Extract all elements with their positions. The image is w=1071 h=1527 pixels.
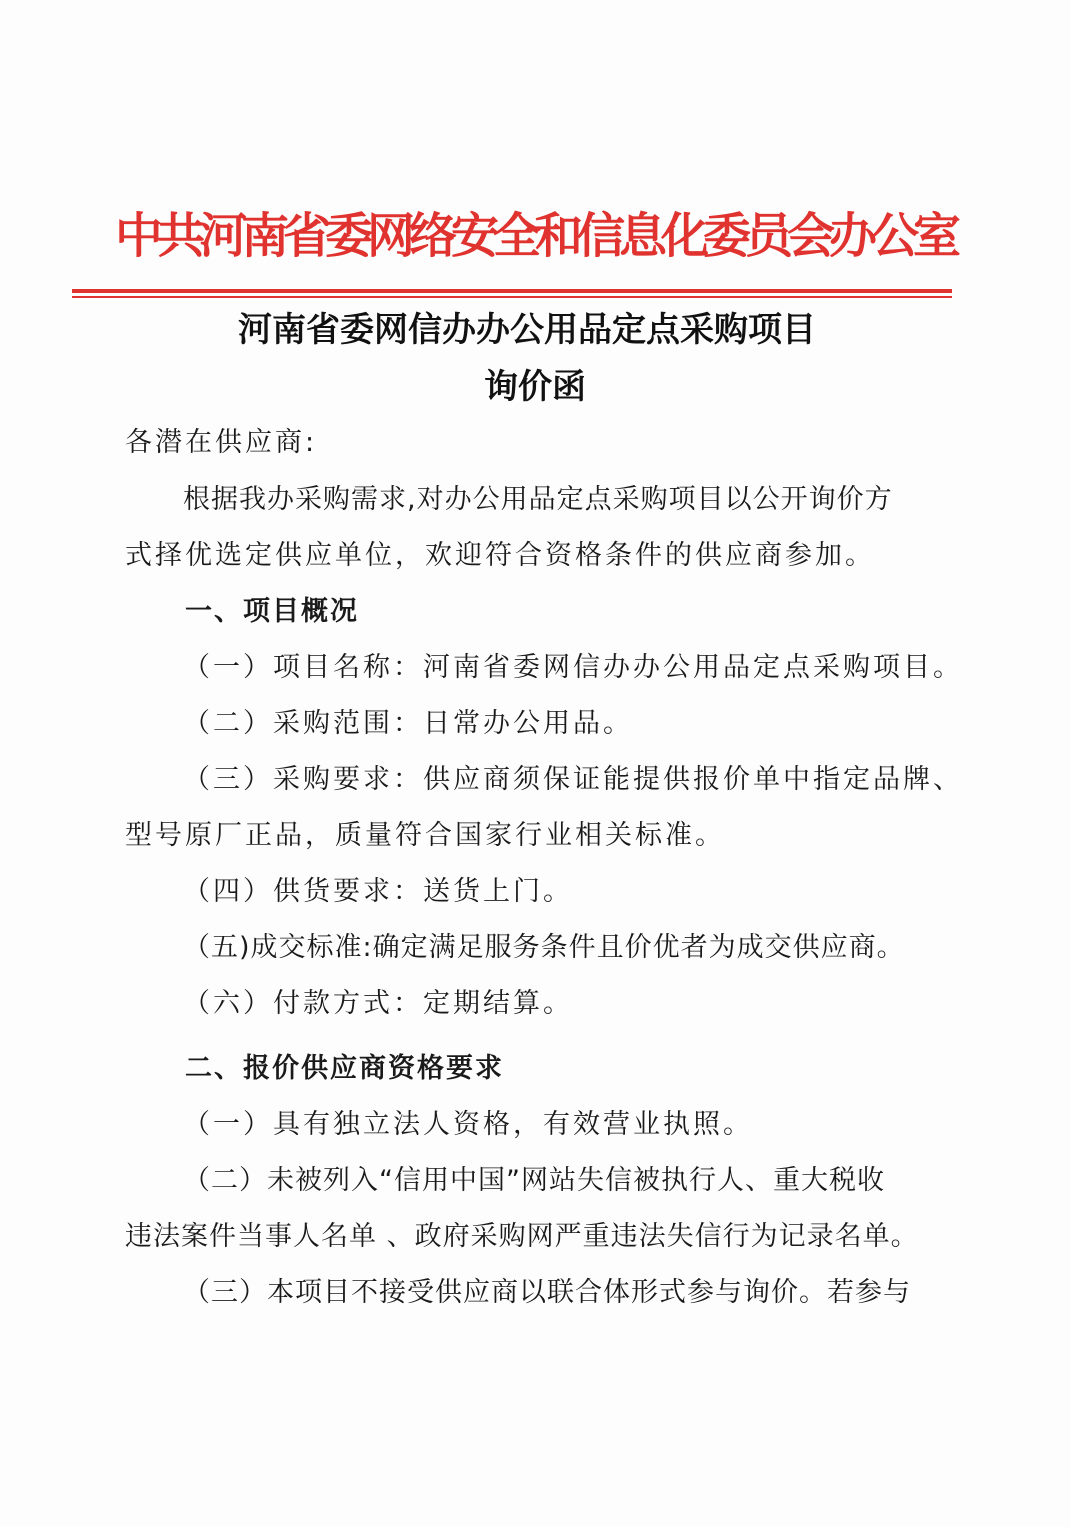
masthead-rule-thick xyxy=(72,289,952,293)
intro-paragraph-line2: 式择优选定供应单位，欢迎符合资格条件的供应商参加。 xyxy=(125,540,875,571)
section1-item6: （六）付款方式：定期结算。 xyxy=(183,988,573,1019)
section2-item2-line2: 违法案件当事人名单 、政府采购网严重违法失信行为记录名单。 xyxy=(125,1221,919,1252)
section1-item5: （五)成交标准:确定满足服务条件且价优者为成交供应商。 xyxy=(183,932,905,963)
masthead-rule-thin xyxy=(72,296,952,298)
section1-heading: 一、项目概况 xyxy=(185,596,359,627)
issuer-masthead: 中共河南省委网络安全和信息化委员会办公室 xyxy=(114,208,955,264)
section1-item3-line1: （三）采购要求：供应商须保证能提供报价单中指定品牌、 xyxy=(183,764,963,795)
section1-item1: （一）项目名称：河南省委网信办办公用品定点采购项目。 xyxy=(183,652,963,683)
salutation: 各潜在供应商: xyxy=(125,427,318,458)
section1-item4: （四）供货要求：送货上门。 xyxy=(183,876,573,907)
section2-item3-line1: （三）本项目不接受供应商以联合体形式参与询价。若参与 xyxy=(183,1277,911,1308)
section2-heading: 二、报价供应商资格要求 xyxy=(185,1053,504,1084)
section1-item2: （二）采购范围：日常办公用品。 xyxy=(183,708,633,739)
document-title-line1: 河南省委网信办办公用品定点采购项目 xyxy=(238,310,816,350)
section2-item1: （一）具有独立法人资格，有效营业执照。 xyxy=(183,1109,753,1140)
document-title-line2: 询价函 xyxy=(484,367,586,407)
intro-paragraph-line1: 根据我办采购需求,对办公用品定点采购项目以公开询价方 xyxy=(183,484,893,515)
section2-item2-line1: （二）未被列入“信用中国”网站失信被执行人、重大税收 xyxy=(183,1165,885,1196)
section1-item3-line2: 型号原厂正品，质量符合国家行业相关标准。 xyxy=(125,820,725,851)
